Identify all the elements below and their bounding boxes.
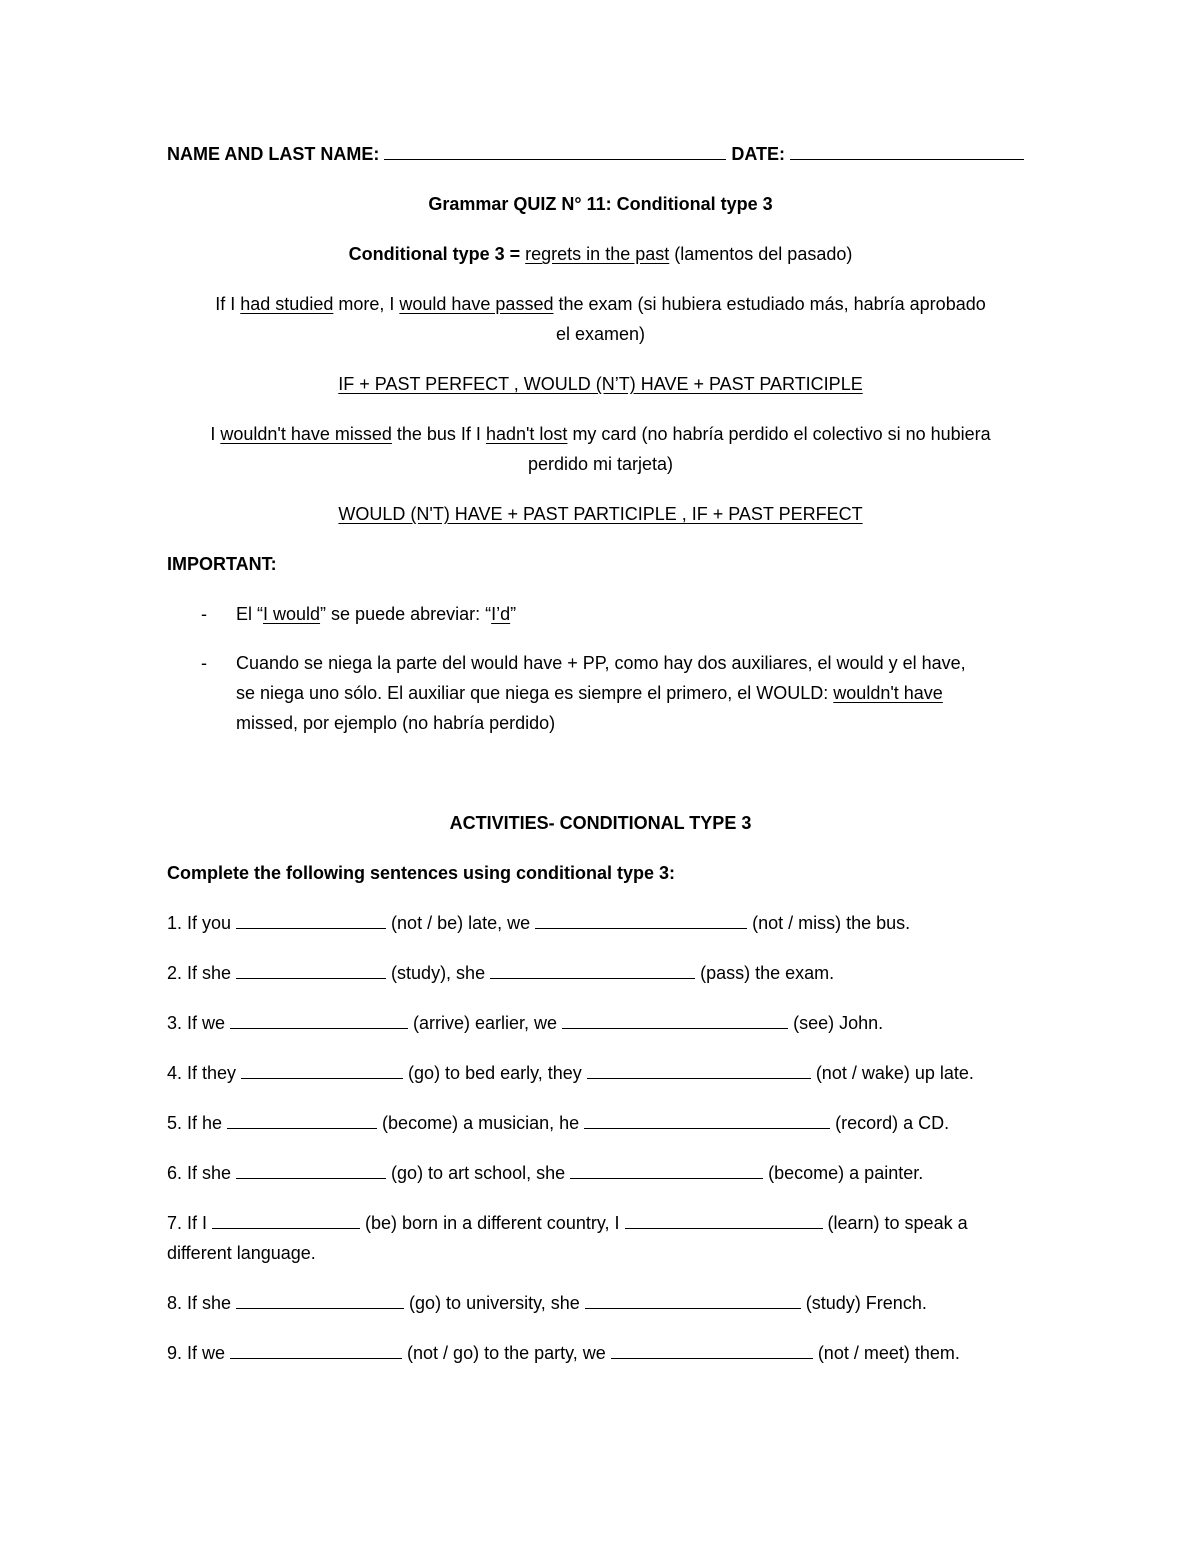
answer-blank[interactable] xyxy=(236,962,386,979)
answer-blank[interactable] xyxy=(587,1062,811,1079)
bullet-dash: - xyxy=(201,604,207,624)
formula-2-text: WOULD (N'T) HAVE + PAST PARTICIPLE , IF + PAST PERFECT xyxy=(338,504,863,524)
answer-blank[interactable] xyxy=(212,1212,360,1229)
answer-blank[interactable] xyxy=(236,1292,404,1309)
bullet-2-text: Cuando se niega la parte del would have + PP, como hay dos auxiliares, el would y el have, xyxy=(236,653,966,673)
bullet-dash: - xyxy=(201,653,207,673)
answer-blank[interactable] xyxy=(230,1012,408,1029)
ex2-underline: wouldn't have missed xyxy=(220,424,392,444)
ex1-part: the exam (si hubiera estudiado más, habría aprobado xyxy=(553,294,986,314)
ex1-part: If I xyxy=(215,294,241,314)
answer-blank[interactable] xyxy=(570,1162,763,1179)
exercise-item-6: 6. If she (go) to art school, she (become) a painter. xyxy=(167,1163,924,1183)
name-label: NAME AND LAST NAME: xyxy=(167,144,380,164)
definition-tail: (lamentos del pasado) xyxy=(669,244,853,264)
example-2-line-2: perdido mi tarjeta) xyxy=(527,454,674,474)
exercise-item-2: 2. If she (study), she (pass) the exam. xyxy=(167,963,835,983)
exercise-item-9: 9. If we (not / go) to the party, we (not / meet) them. xyxy=(167,1343,960,1363)
exercise-item-4: 4. If they (go) to bed early, they (not / wake) up late. xyxy=(167,1063,974,1083)
answer-blank[interactable] xyxy=(227,1112,377,1129)
answer-blank[interactable] xyxy=(625,1212,823,1229)
ex2-underline: hadn't lost xyxy=(485,424,568,444)
quiz-title: Grammar QUIZ N° 11: Conditional type 3 xyxy=(428,194,773,214)
ex1-part: more, I xyxy=(333,294,400,314)
exercise-item-3: 3. If we (arrive) earlier, we (see) John. xyxy=(167,1013,884,1033)
formula-2 xyxy=(167,503,1034,525)
bullet-2-text: missed, por ejemplo (no habría perdido) xyxy=(236,713,556,733)
definition-line xyxy=(167,243,1034,265)
date-label: DATE: xyxy=(731,144,786,164)
formula-1-text: IF + PAST PERFECT , WOULD (N’T) HAVE + PAST PARTICIPLE xyxy=(338,374,863,394)
answer-blank[interactable] xyxy=(230,1342,402,1359)
example-1-line-2: el examen) xyxy=(555,324,646,344)
answer-blank[interactable] xyxy=(535,912,747,929)
activities-instruction: Complete the following sentences using conditional type 3: xyxy=(167,863,676,883)
header-line xyxy=(167,143,1034,165)
ex2-part: I xyxy=(210,424,221,444)
answer-blank[interactable] xyxy=(585,1292,801,1309)
answer-blank[interactable] xyxy=(584,1112,830,1129)
answer-blank[interactable] xyxy=(562,1012,788,1029)
ex2-part: the bus If I xyxy=(391,424,486,444)
bullet-1-text: El “I would” se puede abreviar: “I’d” xyxy=(236,604,517,624)
answer-blank[interactable] xyxy=(490,962,695,979)
example-2-line-1 xyxy=(167,423,1034,445)
ex2-part: my card (no habría perdido el colectivo si no hubiera xyxy=(567,424,991,444)
exercise-item-8: 8. If she (go) to university, she (study) French. xyxy=(167,1293,927,1313)
answer-blank[interactable] xyxy=(241,1062,403,1079)
answer-blank[interactable] xyxy=(236,912,386,929)
example-1-line-1 xyxy=(167,293,1034,315)
important-heading: IMPORTANT: xyxy=(167,554,277,574)
name-blank xyxy=(384,143,726,160)
exercise-item-1: 1. If you (not / be) late, we (not / miss) the bus. xyxy=(167,913,911,933)
formula-1 xyxy=(167,373,1034,395)
bullet-2-text: se niega uno sólo. El auxiliar que niega es siempre el primero, el WOULD: wouldn't have xyxy=(236,683,943,703)
exercise-item-7-line-2: different language. xyxy=(167,1243,316,1263)
definition-lead: Conditional type 3 = xyxy=(348,244,526,264)
answer-blank[interactable] xyxy=(236,1162,386,1179)
exercise-item-7-line-1: 7. If I (be) born in a different country, I (learn) to speak a xyxy=(167,1213,968,1233)
exercise-item-5: 5. If he (become) a musician, he (record) a CD. xyxy=(167,1113,950,1133)
answer-blank[interactable] xyxy=(611,1342,813,1359)
activities-title: ACTIVITIES- CONDITIONAL TYPE 3 xyxy=(449,813,752,833)
definition-underlined: regrets in the past xyxy=(525,244,670,264)
ex1-underline: would have passed xyxy=(399,294,554,314)
date-blank xyxy=(790,143,1024,160)
ex1-underline: had studied xyxy=(240,294,334,314)
